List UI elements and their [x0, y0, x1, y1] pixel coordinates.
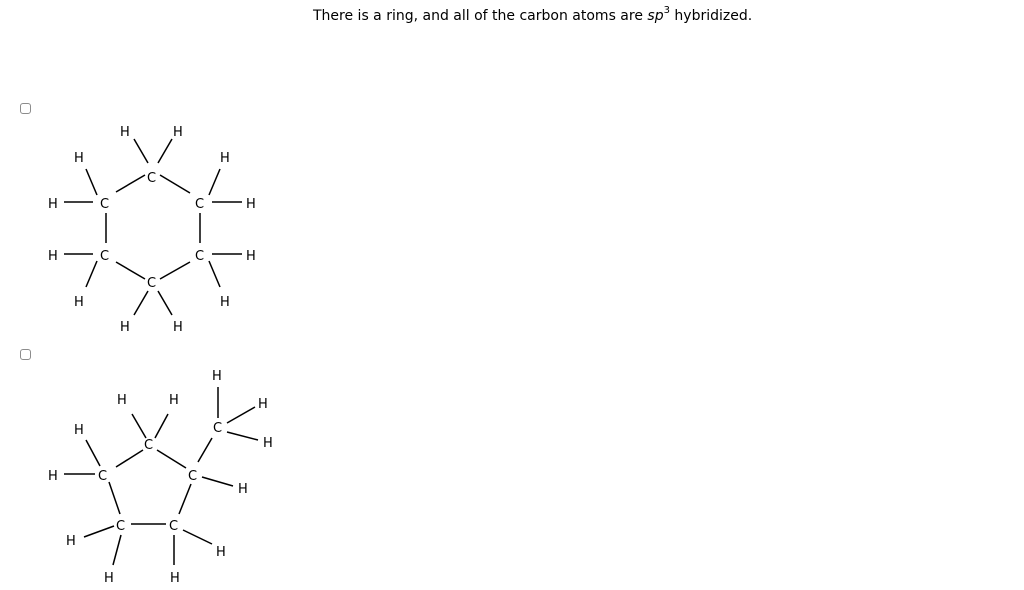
atom-label: H	[246, 197, 256, 212]
question-text-after: hybridized.	[669, 8, 753, 24]
bond	[227, 407, 255, 423]
bond	[160, 262, 190, 279]
atom-label: C	[213, 421, 223, 436]
bond	[134, 291, 148, 315]
atom-label: C	[100, 249, 110, 264]
bond	[158, 139, 172, 163]
option-2-checkbox[interactable]	[20, 349, 31, 360]
question-prompt	[313, 5, 753, 24]
atom-label: H	[220, 151, 230, 166]
bond	[132, 414, 146, 438]
atom-label: H	[48, 197, 58, 212]
option-2-atoms	[48, 369, 273, 586]
atom-label: C	[195, 249, 205, 264]
atom-label: C	[100, 197, 110, 212]
atom-label: H	[173, 320, 183, 335]
atom-label: H	[173, 125, 183, 140]
bond	[86, 169, 97, 195]
atom-label: H	[238, 482, 248, 497]
bond	[209, 261, 220, 287]
atom-label: C	[144, 438, 154, 453]
bond	[209, 169, 220, 195]
bond	[198, 438, 212, 462]
atom-label: C	[188, 469, 198, 484]
atom-label: C	[147, 276, 157, 291]
bond	[109, 482, 120, 514]
atom-label: C	[147, 171, 157, 186]
atom-label: H	[263, 436, 273, 451]
bond	[116, 175, 145, 192]
bond	[113, 535, 121, 565]
bond	[183, 530, 212, 544]
atom-label: C	[98, 469, 108, 484]
option-1-structure[interactable]	[0, 115, 280, 345]
bond	[116, 262, 145, 279]
bond	[157, 450, 186, 468]
atom-label: H	[258, 397, 268, 412]
atom-label: H	[48, 469, 58, 484]
atom-label: H	[120, 320, 130, 335]
bond	[84, 526, 114, 537]
atom-label: H	[117, 393, 127, 408]
atom-label: C	[169, 519, 179, 534]
atom-label: H	[120, 125, 130, 140]
option-2-structure[interactable]	[0, 360, 290, 590]
bond	[86, 440, 100, 466]
atom-label: C	[116, 519, 126, 534]
atom-label: H	[104, 571, 114, 586]
bond	[179, 484, 191, 514]
option-2-bonds	[64, 387, 258, 565]
question-text-before: There is a ring, and all of the carbon atoms are	[313, 8, 648, 24]
atom-label: H	[74, 151, 84, 166]
question-superscript: 3	[663, 5, 670, 17]
atom-label: H	[74, 423, 84, 438]
atom-label: H	[246, 249, 256, 264]
atom-label: H	[216, 545, 226, 560]
atom-label: H	[48, 249, 58, 264]
atom-label: H	[74, 295, 84, 310]
bond	[116, 450, 143, 467]
bond	[202, 477, 233, 486]
bond	[160, 175, 190, 193]
question-term: sp	[647, 8, 664, 24]
option-1-checkbox[interactable]	[20, 103, 31, 114]
atom-label: H	[220, 295, 230, 310]
bond	[158, 291, 172, 315]
bond	[155, 414, 168, 438]
option-1-atoms	[48, 125, 256, 335]
bond	[227, 432, 258, 440]
atom-label: H	[212, 369, 222, 384]
bond	[86, 261, 97, 287]
atom-label: H	[170, 571, 180, 586]
atom-label: H	[169, 393, 179, 408]
atom-label: C	[195, 197, 205, 212]
atom-label: H	[66, 534, 76, 549]
bond	[134, 139, 148, 163]
